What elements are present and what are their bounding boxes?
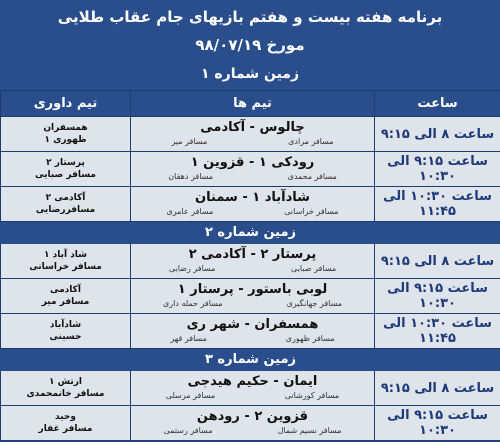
inspector-name: مسافر محمدی — [287, 172, 337, 181]
inspector-name: مسافر رستمی — [163, 426, 213, 435]
inspector-name: مسافر کورشانی — [284, 391, 340, 400]
match-teams-cell — [131, 244, 375, 279]
match-time: ساعت ۹:۱۵ الی ۱۰:۳۰ — [375, 406, 500, 441]
referee-line: ظهوری ۱ — [44, 135, 87, 145]
schedule-body — [1, 117, 500, 441]
match-referees — [1, 279, 131, 314]
inspector-name: مسافر میر — [171, 137, 208, 146]
match-teams-cell — [131, 152, 375, 187]
match-referees — [1, 314, 131, 349]
match-inspectors — [131, 390, 374, 402]
field-heading: زمین شماره ۲ — [1, 222, 500, 244]
referee-line: مسافر غفار — [38, 424, 93, 434]
match-row — [1, 279, 500, 314]
match-referees — [1, 187, 131, 222]
column-header-referees: تیم داوری — [1, 91, 131, 117]
field-section-row — [1, 222, 500, 244]
referee-line: مسافر صبایی — [35, 170, 96, 180]
match-teams: قزوین ۲ - رودهن — [196, 409, 309, 424]
match-time: ساعت ۸ الی ۹:۱۵ — [375, 117, 500, 152]
inspector-name: مسافر مرادی — [288, 137, 334, 146]
match-row — [1, 314, 500, 349]
schedule-title: برنامه هفته بیست و هفتم بازیهای جام عقاب طلایی — [57, 8, 443, 26]
match-time: ساعت ۱۰:۳۰ الی ۱۱:۴۵ — [375, 187, 500, 222]
column-header-teams: تیم ها — [131, 91, 375, 117]
match-teams-cell — [131, 406, 375, 441]
match-teams-cell — [131, 314, 375, 349]
referee-line: وحید — [55, 412, 76, 422]
referee-line: پرستار ۲ — [46, 158, 85, 168]
match-teams: رودکی ۱ - قزوین ۱ — [190, 155, 315, 170]
match-row — [1, 187, 500, 222]
field-section-row — [1, 349, 500, 371]
match-referees — [1, 371, 131, 406]
match-inspectors — [131, 333, 374, 345]
match-row — [1, 244, 500, 279]
inspector-name: مسافر مرسلی — [165, 391, 216, 400]
match-teams-cell — [131, 371, 375, 406]
inspector-name: مسافر قهر — [170, 334, 207, 343]
schedule-header — [0, 0, 500, 90]
match-row — [1, 152, 500, 187]
match-time: ساعت ۹:۱۵ الی ۱۰:۳۰ — [375, 279, 500, 314]
referee-line: شاد آباد ۱ — [43, 250, 88, 260]
referee-line: آکادمی ۲ — [45, 193, 86, 203]
match-time: ساعت ۹:۱۵ الی ۱۰:۳۰ — [375, 152, 500, 187]
match-referees — [1, 152, 131, 187]
inspector-name: مسافر نسیم شمال — [277, 426, 342, 435]
column-header-row — [1, 91, 500, 117]
match-time: ساعت ۸ الی ۹:۱۵ — [375, 244, 500, 279]
inspector-name: مسافر دهقان — [168, 172, 214, 181]
match-teams: لوبی باستور - پرستار ۱ — [177, 282, 328, 297]
inspector-name: مسافر ظهوری — [285, 334, 335, 343]
match-teams-cell — [131, 187, 375, 222]
match-teams: همسفران - شهر ری — [186, 317, 319, 332]
match-teams: شادآباد ۱ - سمنان — [195, 190, 310, 205]
match-inspectors — [131, 206, 374, 218]
column-header-time: ساعت — [375, 91, 500, 117]
inspector-name: مسافر خراسانی — [284, 207, 339, 216]
match-inspectors — [131, 298, 374, 310]
match-inspectors — [131, 425, 374, 437]
referee-line: مسافر خراسانی — [29, 262, 102, 272]
match-referees — [1, 244, 131, 279]
match-time: ساعت ۱۰:۳۰ الی ۱۱:۴۵ — [375, 314, 500, 349]
referee-line: مسافر خانمحمدی — [26, 389, 105, 399]
schedule-date: مورخ ۹۸/۰۷/۱۹ — [195, 36, 305, 54]
match-referees — [1, 406, 131, 441]
match-teams: چالوس - آکادمی — [200, 120, 305, 135]
match-teams: ایمان - حکیم هیدجی — [187, 374, 318, 389]
field-heading: زمین شماره ۳ — [1, 349, 500, 371]
match-row — [1, 371, 500, 406]
referee-line: همسفران — [43, 123, 88, 133]
referee-line: شادآباد — [49, 320, 82, 330]
field-1-heading: زمین شماره ۱ — [200, 66, 300, 82]
match-inspectors — [131, 263, 374, 275]
match-row — [1, 406, 500, 441]
inspector-name: مسافر جهانگیری — [286, 299, 343, 308]
schedule-table — [0, 90, 500, 441]
referee-line: مسافررضایی — [35, 205, 96, 215]
referee-line: آکادمی — [50, 285, 81, 295]
referee-line: حسینی — [49, 332, 82, 342]
match-teams: پرستار ۲ - آکادمی ۲ — [188, 247, 317, 262]
match-inspectors — [131, 171, 374, 183]
match-row — [1, 117, 500, 152]
inspector-name: مسافر رضایی — [168, 264, 216, 273]
match-time: ساعت ۸ الی ۹:۱۵ — [375, 371, 500, 406]
referee-line: مسافر میر — [41, 297, 90, 307]
inspector-name: مسافر عامری — [166, 207, 214, 216]
match-teams-cell — [131, 117, 375, 152]
match-teams-cell — [131, 279, 375, 314]
inspector-name: مسافر حمله داری — [162, 299, 223, 308]
inspector-name: مسافر صبایی — [291, 264, 337, 273]
referee-line: ارتش ۱ — [48, 377, 82, 387]
match-inspectors — [131, 136, 374, 148]
match-referees — [1, 117, 131, 152]
